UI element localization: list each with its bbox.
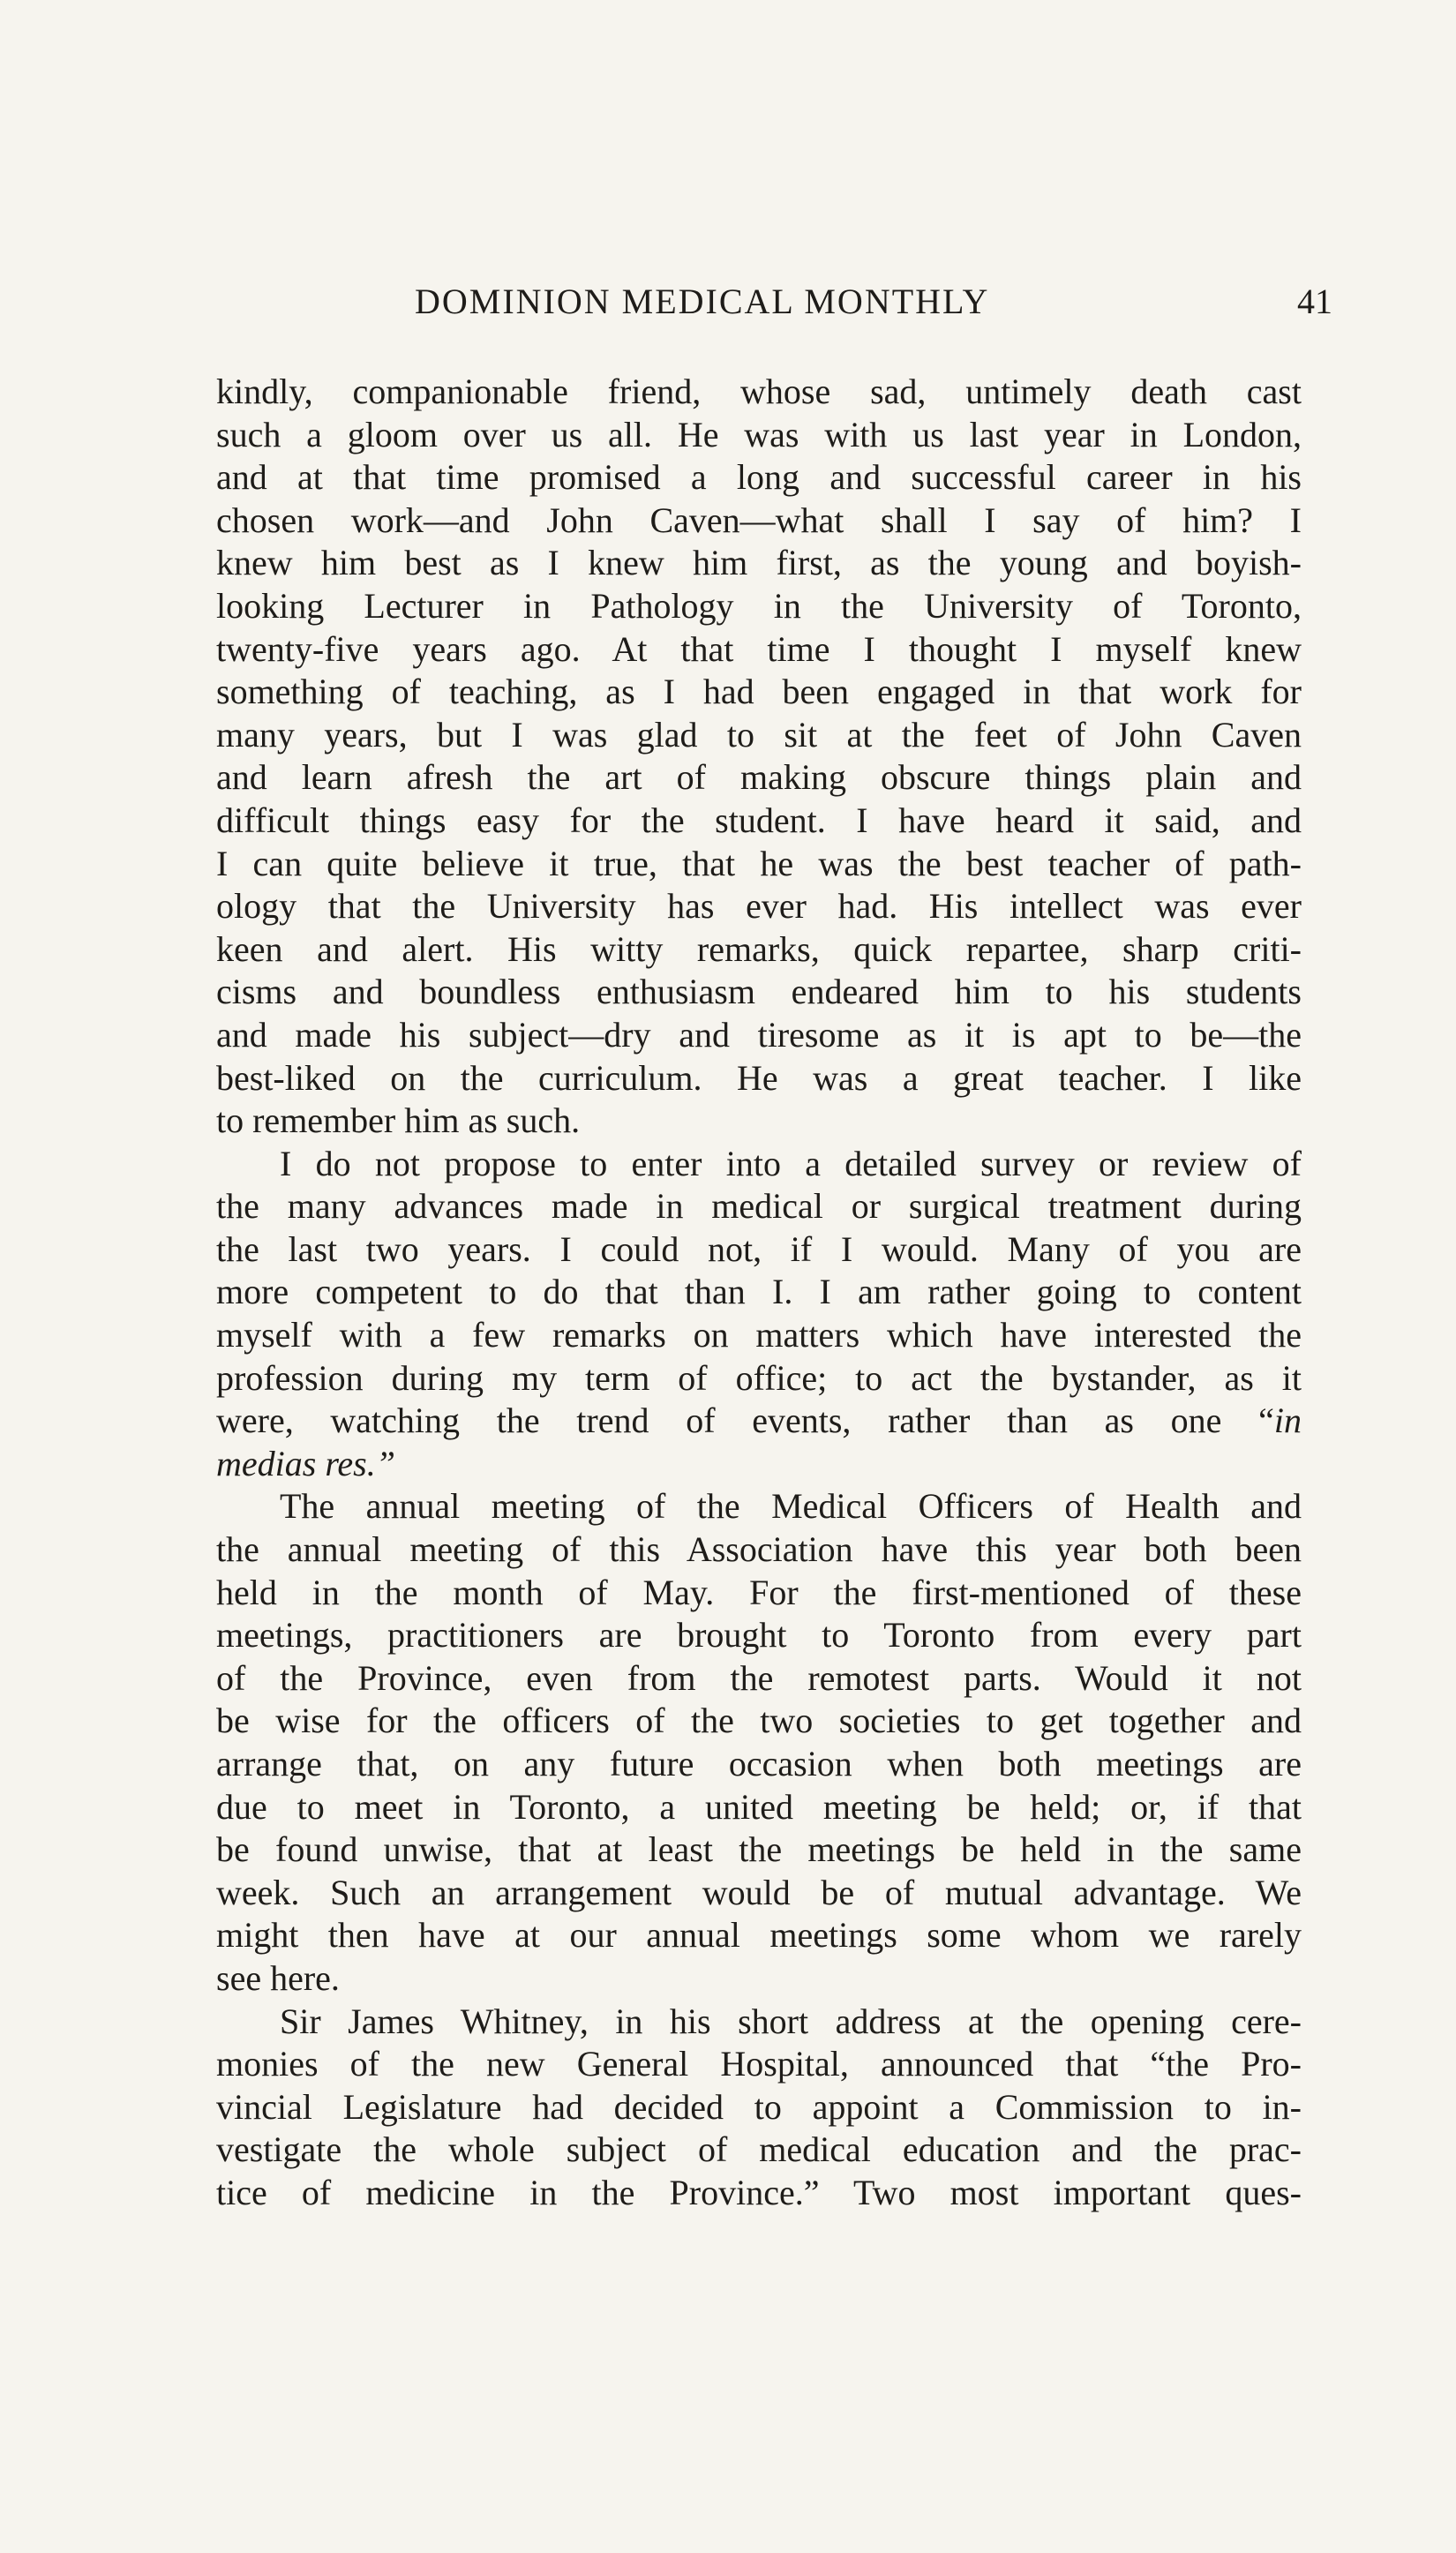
- text-line: best-liked on the curriculum. He was a great teacher. I like: [216, 1057, 1302, 1098]
- text-line: I can quite believe it true, that he was the best teacher of path-: [216, 843, 1302, 883]
- paragraph-commission: [216, 2001, 1302, 2215]
- text-line: and learn afresh the art of making obscure things plain and: [216, 757, 1302, 798]
- body-text: [216, 371, 1302, 2215]
- text-line: kindly, companionable friend, whose sad, untimely death cast: [216, 372, 1302, 411]
- text-line: and made his subject—dry and tiresome as it is apt to be—the: [216, 1014, 1302, 1055]
- text-line: might then have at our annual meetings some whom we rarely: [216, 1915, 1302, 1956]
- text-line: vestigate the whole subject of medical education and the prac-: [216, 2129, 1302, 2170]
- text-line: The annual meeting of the Medical Officers of Health and: [280, 1486, 1302, 1527]
- text-line: looking Lecturer in Pathology in the University of Toronto,: [216, 585, 1302, 626]
- italic-phrase: medias res.”: [216, 1443, 395, 1483]
- text-line: cisms and boundless enthusiasm endeared him to his students: [216, 972, 1302, 1012]
- text-line-with-italic: [216, 1400, 1302, 1443]
- text-line: the last two years. I could not, if I would. Many of you are: [216, 1228, 1302, 1269]
- text-line: arrange that, on any future occasion when both meetings are: [216, 1744, 1302, 1783]
- text-line: to remember him as such.: [216, 1100, 581, 1141]
- running-head: [415, 281, 1332, 325]
- text-line: meetings, practitioners are brought to Toronto from every part: [216, 1615, 1302, 1656]
- paragraph-survey: [216, 1143, 1302, 1486]
- text-line: due to meet in Toronto, a united meeting be held; or, if that: [216, 1786, 1302, 1827]
- text-line: the annual meeting of this Association have this year both been: [216, 1529, 1302, 1570]
- journal-title: DOMINION MEDICAL MONTHLY: [415, 282, 990, 321]
- text-line: profession during my term of office; to act the bystander, as it: [216, 1357, 1302, 1398]
- text-line: be found unwise, that at least the meetings be held in the same: [216, 1829, 1302, 1870]
- text-line: twenty-five years ago. At that time I thought I myself knew: [216, 628, 1302, 669]
- text-line: see here.: [216, 1957, 340, 1998]
- text-line: difficult things easy for the student. I have heard it said, and: [216, 800, 1302, 840]
- page-number: 41: [1297, 282, 1332, 321]
- text-line: monies of the new General Hospital, announced that “the Pro-: [216, 2044, 1302, 2084]
- italic-phrase: in: [1273, 1400, 1302, 1441]
- text-line: held in the month of May. For the first-mentioned of these: [216, 1572, 1302, 1612]
- text-line: week. Such an arrangement would be of mutual advantage. We: [216, 1872, 1302, 1912]
- text-line: and at that time promised a long and successful career in his: [216, 457, 1302, 498]
- text-line: I do not propose to enter into a detailed survey or review of: [280, 1143, 1302, 1183]
- text-line-roman: were, watching the trend of events, rather than as one “: [216, 1400, 1274, 1441]
- text-line: such a gloom over us all. He was with us last year in London,: [216, 414, 1302, 454]
- text-line: the many advances made in medical or surgical treatment during: [216, 1186, 1302, 1227]
- text-line: many years, but I was glad to sit at the feet of John Caven: [216, 714, 1302, 755]
- text-line: vincial Legislature had decided to appoint a Commission to in-: [216, 2086, 1302, 2127]
- text-line: knew him best as I knew him first, as the young and boyish-: [216, 543, 1302, 583]
- text-line: keen and alert. His witty remarks, quick repartee, sharp criti-: [216, 928, 1302, 969]
- text-line: chosen work—and John Caven—what shall I say of him? I: [216, 499, 1302, 540]
- paragraph-tribute: [216, 371, 1302, 1143]
- text-line: more competent to do that than I. I am rather going to content: [216, 1272, 1302, 1312]
- text-line: tice of medicine in the Province.” Two most important ques-: [216, 2172, 1302, 2212]
- paragraph-annual-meetings: [216, 1485, 1302, 2000]
- text-line: of the Province, even from the remotest parts. Would it not: [216, 1657, 1302, 1698]
- text-line: Sir James Whitney, in his short address at the opening cere-: [280, 2001, 1302, 2041]
- text-line: be wise for the officers of the two societies to get together and: [216, 1701, 1302, 1741]
- text-line: something of teaching, as I had been engaged in that work for: [216, 672, 1302, 712]
- text-line: ology that the University has ever had. His intellect was ever: [216, 886, 1302, 927]
- text-line: myself with a few remarks on matters which have interested the: [216, 1315, 1302, 1355]
- text-line-italic: [216, 1443, 1302, 1486]
